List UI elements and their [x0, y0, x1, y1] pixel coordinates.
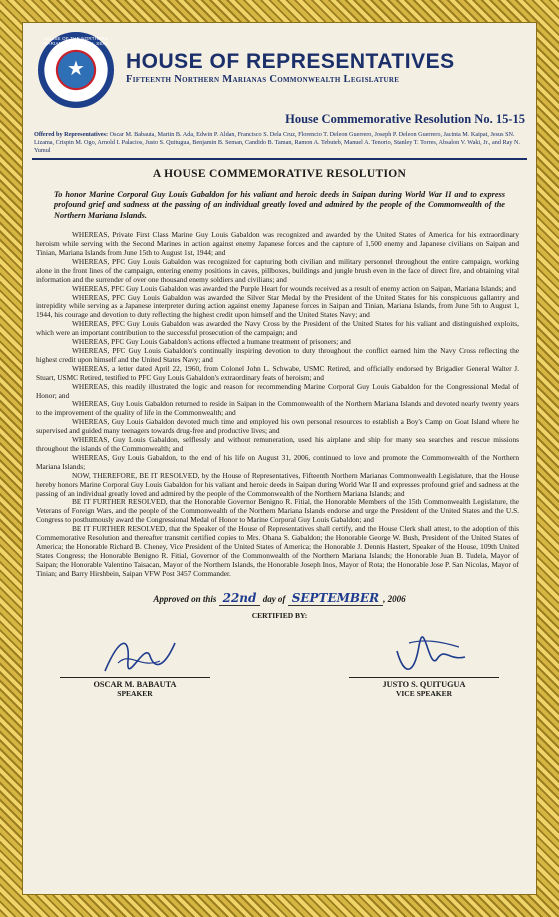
- paragraph: WHEREAS, a letter dated April 22, 1960, from Colonel John L. Schwabe, USMC Retired, and officially endorsed by Brigadier General Walter J. Stuart, USMC Retired, testified to PFC Guy Louis Gabaldon's extraordinary feats of heroism; and: [36, 363, 519, 382]
- vice-speaker-signature: [349, 677, 499, 698]
- paragraph: WHEREAS, Guy Louis Gabaldon, selflessly and without remuneration, used his airplane and ship for many sea searches and rescue missions throughout the islands of the Commonwealth; and: [36, 435, 519, 453]
- paragraph: WHEREAS, PFC Guy Louis Gabaldon's actions effected a humane treatment of prisoners; and: [72, 337, 351, 347]
- paragraph: WHEREAS, this readily illustrated the logic and reason for recommending Marine Corporal Guy Louis Gabaldon for the Congressional Medal of Honor; and: [36, 381, 519, 400]
- paragraph: WHEREAS, PFC Guy Louis Gabaldon's continually inspiring devotion to duty throughout the conflict earned him the Navy Cross reflecting the highest credit upon himself and the United States Navy; and: [36, 346, 519, 364]
- paragraph: WHEREAS, PFC Guy Louis Gabaldon was awarded the Navy Cross by the President of the United States for his valiant and distinguished exploits, which were an important contribution to the successful prosecution of the campaign; and: [36, 319, 519, 338]
- resolution-purpose: To honor Marine Corporal Guy Louis Gabaldon for his valiant and heroic deeds in Saipan during World War II and to express profound grief and sadness at the passing of an individual greatly loved and admired by the people of the Commonwealth of the Northern Mariana Islands.: [54, 190, 505, 220]
- paragraph: BE IT FURTHER RESOLVED, that the Honorable Governor Benigno R. Fitial, the Honorable Members of the 15th Commonwealth Legislature, the Veterans of Foreign Wars, and the people of the Commonwealth of the Northern Mariana Islands endorse and urge the President of the United States and the U.S. Congress to posthumously award the Congressional Medal of Honor to Marine Corporal Guy Louis Gabaldon; and: [36, 497, 519, 525]
- paragraph: BE IT FURTHER RESOLVED, that the Speaker of the House of Representatives shall certify, and the House Clerk shall attest, to the adoption of this Commemorative Resolution and thereafter transmit certified copies to Mrs. Ohana S. Gabaldon; the Honorable George W. Bush, President of the United States of America; the Honorable Richard B. Cheney, Vice President of the United States of America; the Honorable J. Dennis Hastert, Speaker of the House, 109th United States Congress; the Honorable Benigno R. Fitial, Governor of the Commonwealth of the Northern Mariana Islands; the Honorable Juan B. Tudela, Mayor of Saipan; the Honorable Valentino Taisacan, Mayor of the Northern Islands, the Honorable Joseph Inos, Mayor of Rota; the Honorable Jose P. San Nicolas, Mayor of Tinian; and Barry Hirshbein, Saipan VFW Post 3457 Commander.: [36, 524, 519, 578]
- letterhead: [30, 28, 529, 110]
- paragraph: NOW, THEREFORE, BE IT RESOLVED, by the House of Representatives, Fifteenth Northern Marianas Commonwealth Legislature, that the House hereby honors Marine Corporal Guy Louis Gabaldon for his valiant and heroic deeds in Saipan during World War II and expresses profound grief and sadness at the passing of an individual greatly loved and admired by the people of the Commonwealth of the Northern Mariana Islands; and: [36, 470, 519, 498]
- offered-by-names: Oscar M. Babauta, Martin B. Ada, Edwin P. Aldan, Francisco S. Dela Cruz, Florencio T. Deleon Guerrero, Joseph P. Deleon Guerrero, Jacinta M. Kaipat, Jesus SN. Lizama, Crispin M. Ogo, Arnold I. Palacios, Justo S. Quitugua, Benjamin B. Seman, Candido B. Taman, Ramon A. Tebuteb, Manuel A. Tenorio, Stanley T. Torres, Absalon V. Waki, Jr., and Ray N. Yumul: [34, 131, 521, 154]
- speaker-title: SPEAKER: [117, 688, 153, 698]
- vice-speaker-name: JUSTO S. QUITUGUA: [349, 677, 499, 689]
- org-title: HOUSE OF REPRESENTATIVES: [126, 50, 455, 73]
- vice-speaker-title: VICE SPEAKER: [395, 688, 453, 698]
- signature-scribble-icon: [100, 631, 180, 681]
- paragraph: WHEREAS, Guy Louis Gabaldon devoted much time and employed his own personal resources to establish a Boy's Camp on Goat Island where he supervised and guided many teenagers towards drug-free and productive lives; and: [36, 417, 519, 436]
- approval-middle: day of: [262, 593, 286, 604]
- signature-block: [30, 628, 529, 698]
- offered-by-label: Offered by Representatives:: [34, 131, 109, 138]
- seal-star-icon: ★: [67, 58, 85, 81]
- seal-icon: [38, 32, 114, 108]
- speaker-signature: [60, 677, 210, 698]
- paragraph: WHEREAS, Private First Class Marine Guy Louis Gabaldon was recognized and awarded by the United States of America for his extraordinary heroism while serving with the Second Marines in action against enemy Japanese forces and the capture of 1,500 enemy and Japanese civilians on Saipan and Tinian, Mariana Islands from June 15th to August 1st, 1944; and: [36, 230, 519, 258]
- offered-by: [34, 131, 529, 155]
- paragraph: WHEREAS, PFC Guy Louis Gabaldon was awarded the Purple Heart for wounds received as a result of enemy action on Saipan, Mariana Islands; and: [72, 283, 516, 293]
- approval-prefix: Approved on this: [153, 593, 217, 604]
- paragraph: WHEREAS, Guy Louis Gabaldon returned to reside in Saipan in the Commonwealth of the Northern Mariana Islands and devoted nearly twenty years to the improvement of the quality of life in the Commonwealth; and: [36, 399, 519, 418]
- document-content: [30, 28, 529, 889]
- approval-month: SEPTEMBER: [288, 591, 383, 606]
- approval-day: 22nd: [219, 591, 261, 606]
- paragraph: WHEREAS, PFC Guy Louis Gabaldon was awarded the Silver Star Medal by the President of the United States for his conspicuous gallantry and intrepidity while serving as a Japanese interpreter during action against enemy Japanese forces in Saipan and Tinian, Mariana Islands, from June 5th to August 1, 1944, his courage and devotion to duty reflecting the highest credit upon himself and the United States Navy; and: [36, 292, 519, 320]
- org-subtitle: Fifteenth Northern Marianas Commonwealth Legislature: [126, 74, 400, 85]
- resolution-number: House Commemorative Resolution No. 15-15: [285, 112, 525, 126]
- resolution-heading: A HOUSE COMMEMORATIVE RESOLUTION: [152, 168, 407, 180]
- paragraph: WHEREAS, PFC Guy Louis Gabaldon was recognized for capturing both civilian and military personnel throughout the entire campaign, working alone in the front lines of the campaign, entering enemy positions in caves, pillboxes, buildings and jungle brush even in the face of direct fire, and obtaining vital information and the surrender of over one thousand enemy soldiers and civilians; and: [36, 256, 519, 284]
- seal-text: HOUSE OF THE NORTHERN MARIANAS · OFFICIAL SEAL: [43, 36, 109, 46]
- approval-line: [30, 591, 529, 605]
- signature-scribble-icon: [389, 631, 469, 681]
- header-divider: [32, 158, 527, 160]
- approval-year: , 2006: [383, 593, 406, 604]
- resolution-body: [30, 231, 529, 578]
- certified-by: CERTIFIED BY:: [251, 610, 308, 620]
- speaker-name: OSCAR M. BABAUTA: [60, 677, 210, 689]
- paragraph: WHEREAS, Guy Louis Gabaldon, to the end of his life on August 31, 2006, continued to love and promote the Commonwealth of the Northern Mariana Islands;: [36, 452, 519, 471]
